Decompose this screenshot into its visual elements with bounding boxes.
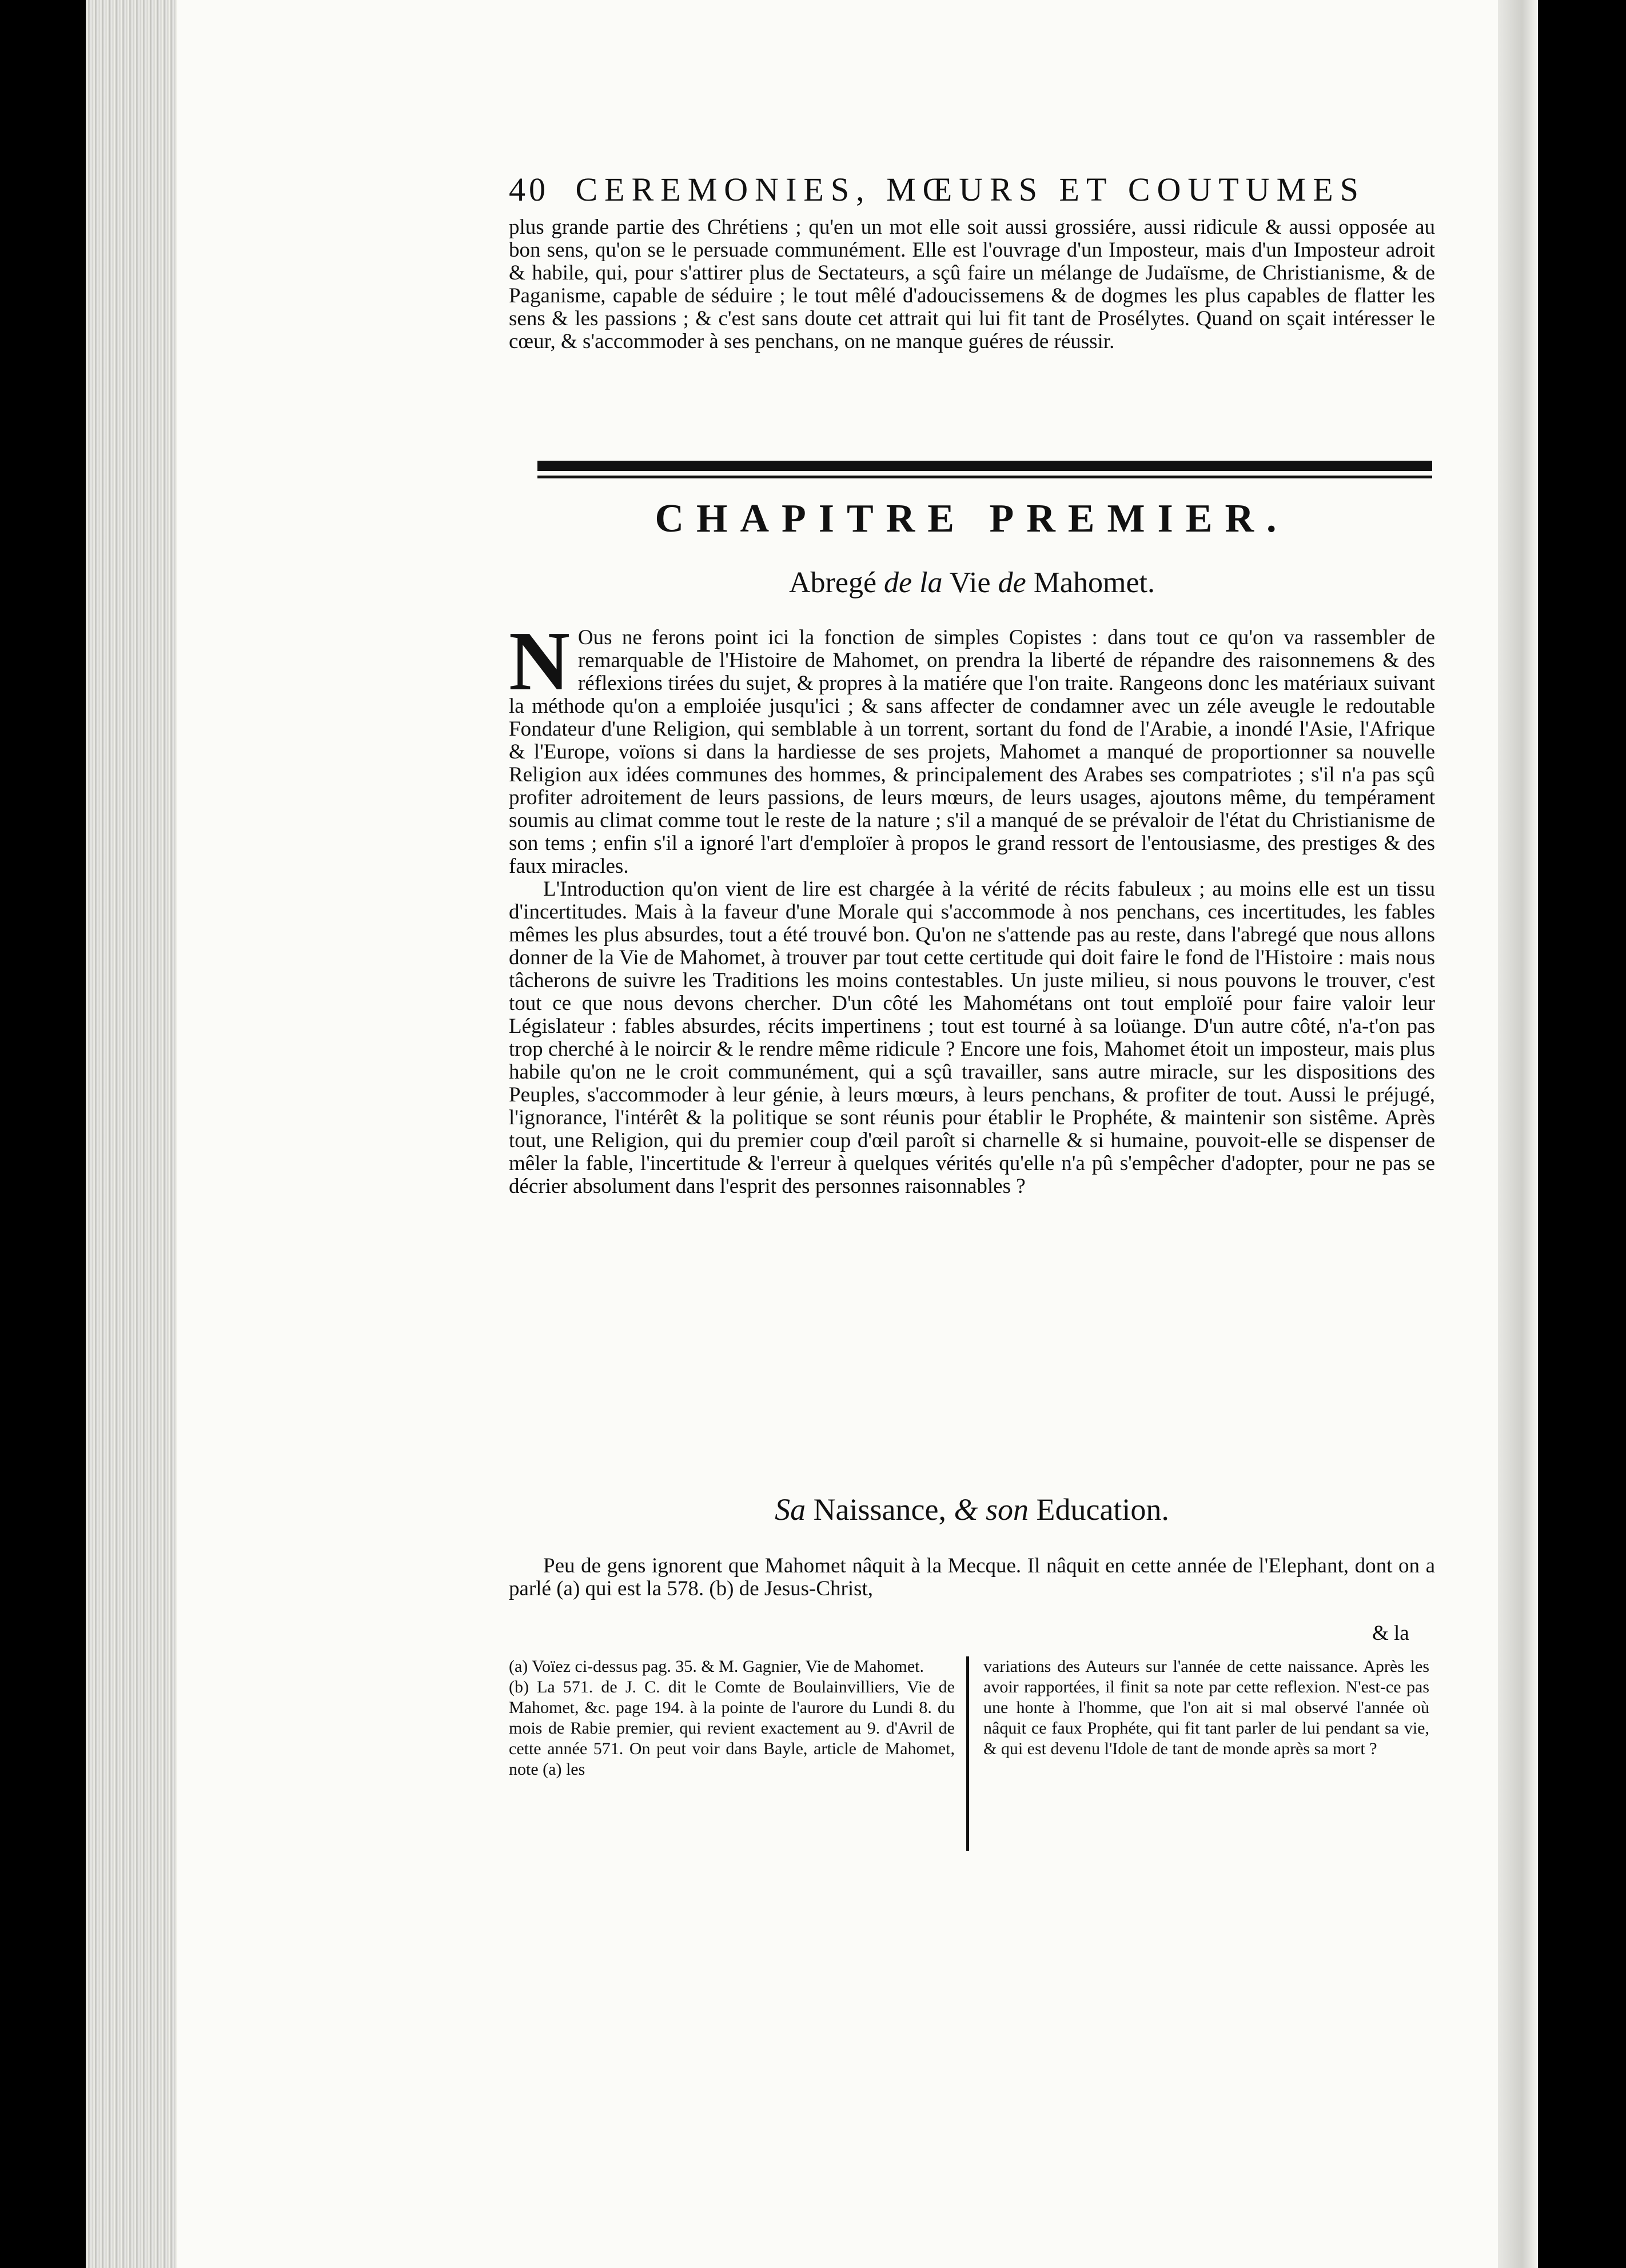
running-head	[509, 170, 1435, 209]
chapter-rule-thick	[537, 461, 1432, 471]
page-stack-edges	[86, 0, 177, 2268]
section-heading-italic: & son	[954, 1492, 1029, 1527]
footnote-b-continued: variations des Auteurs sur l'année de cette naissance. Après les avoir rapportées, il finit sa note par cette reflexion. N'est-ce pas une honte à l'homme, que l'on ait si mal observé l'année où nâquit ce faux Prophéte, qui fit tant parler de lui pendant sa vie, & qui est devenu l'Idole de tant de monde après sa mort ?	[983, 1657, 1429, 1758]
section-heading	[509, 1492, 1435, 1527]
birth-paragraph: Peu de gens ignorent que Mahomet nâquit à la Mecque. Il nâquit en cette année de l'Elephant, dont on a parlé (a) qui est la 578. (b) de Jesus-Christ,	[509, 1554, 1435, 1600]
body-paragraph-2: L'Introduction qu'on vient de lire est chargée à la vérité de récits fabuleux ; au moins elle est un tissu d'incertitudes. Mais à la faveur d'une Morale qui s'accommode à nos penchans, ces incertitudes, les fables mêmes les plus absurdes, tout a été trouvé bon. Qu'on ne s'attende pas au reste, dans l'abregé que nous allons donner de la Vie de Mahomet, à trouver par tout cette certitude qui doit faire le fond de l'Histoire : mais nous tâcherons de suivre les Traditions les moins contestables. Un juste milieu, si nous pouvons le trouver, c'est tout ce que nous devons chercher. D'un côté les Mahométans ont tout emploïé pour faire valoir leur Législateur : fables absurdes, récits impertinens ; tout est tourné à sa loüange. D'un autre côté, n'a-t'on pas trop cherché à le noircir & le rendre même ridicule ? Encore une fois, Mahomet étoit un imposteur, mais plus habile qu'on ne le croit communément, qui a sçû travailler, sans autre miracle, sur les dispositions des Peuples, s'accommoder à leur génie, à leurs mœurs, à leurs penchans, & profiter de tout. Aussi le préjugé, l'ignorance, l'intérêt & la politique se sont réunis pour établir le Prophéte, & maintenir son sistême. Après tout, une Religion, qui du premier coup d'œil paroît si charnelle & si humaine, pouvoit-elle se dispenser de mêler la fable, l'incertitude & l'erreur à quelques vérités qu'elle n'a pû s'empêcher d'adopter, pour ne pas se décrier absolument dans l'esprit des personnes raisonnables ?	[509, 877, 1435, 1198]
birth-text-block	[509, 1555, 1435, 1600]
intro-paragraph: plus grande partie des Chrétiens ; qu'en un mot elle soit aussi grossiére, aussi ridicule & aussi opposée au bon sens, qu'on se le persuade communément. Elle est l'ouvrage d'un Imposteur, mais d'un Imposteur adroit & habile, qui, pour s'attirer plus de Sectateurs, a sçû faire un mélange de Judaïsme, de Christianisme, & de Paganisme, capable de séduire ; le tout mêlé d'adoucissemens & de dogmes les plus capables de flatter les sens & les passions ; & c'est sans doute cet attrait qui lui fit tant de Prosélytes. Quand on sçait intéresser le cœur, & s'accommoder à ses penchans, on ne manque guéres de réussir.	[509, 215, 1435, 353]
body-paragraph-1-text: Ous ne ferons point ici la fonction de simples Copistes : dans tout ce qu'on va rassembler de remarquable de l'Histoire de Mahomet, on prendra la liberté de répandre des raisonnemens & des réflexions tirées du sujet, & propres à la matiére que l'on traite. Rangeons donc les matériaux suivant la méthode qu'on a emploiée jusqu'ici ; & sans affecter de condamner avec un zéle aveugle le redoutable Fondateur d'une Religion, qui semblable à un torrent, sortant du fond de l'Arabie, a inondé l'Asie, l'Afrique & l'Europe, voïons si dans la hardiesse de ses projets, Mahomet a manqué de proportionner sa nouvelle Religion aux idées communes des hommes, & principalement des Arabes ses compatriotes ; s'il n'a pas sçû profiter adroitement de leurs passions, de leurs mœurs, de leurs usages, ajoutons même, du tempérament soumis au climat comme tout le reste de la nature ; s'il a manqué de se prévaloir de l'état du Christianisme de son tems ; enfin s'il a ignoré l'art d'emploïer à propos le grand ressort de l'entousiasme, des prestiges & des faux miracles.	[509, 626, 1435, 878]
page-gutter-shadow	[1498, 0, 1538, 2268]
section-heading-word: Education.	[1036, 1492, 1169, 1527]
scan-border-right	[1538, 0, 1626, 2268]
section-heading-italic: Sa	[775, 1492, 806, 1527]
chapter-title: CHAPITRE PREMIER.	[655, 497, 1289, 541]
section-heading-word: Naissance,	[813, 1492, 946, 1527]
scan-border-left	[0, 0, 86, 2268]
chapter-subtitle-word: Mahomet.	[1033, 566, 1155, 599]
chapter-body	[509, 614, 1435, 1198]
drop-cap: N	[509, 614, 570, 708]
chapter-subtitle-word: Vie	[949, 566, 991, 599]
chapter-rule-thin	[537, 476, 1432, 478]
catchword: & la	[1372, 1622, 1409, 1645]
chapter-subtitle-italic: de la	[884, 566, 943, 599]
chapter-subtitle	[509, 566, 1435, 600]
page-number: 40	[509, 171, 549, 208]
chapter-subtitle-italic: de	[998, 566, 1026, 599]
running-title: CEREMONIES, MŒURS ET COUTUMES	[575, 171, 1365, 208]
footnote-b: (b) La 571. de J. C. dit le Comte de Boulainvilliers, Vie de Mahomet, &c. page 194. à la pointe de l'aurore du Lundi 8. du mois de Rabie premier, qui revient exactement au 9. d'Avril de cette année 571. On peut voir dans Bayle, article de Mahomet, note (a) les	[509, 1678, 955, 1779]
footnotes-right-column	[983, 1656, 1429, 1759]
footnote-column-divider	[966, 1656, 969, 1851]
body-paragraph-1	[509, 614, 1435, 878]
footnote-a: (a) Voïez ci-dessus pag. 35. & M. Gagnier, Vie de Mahomet.	[509, 1657, 924, 1676]
footnotes-left-column	[509, 1656, 955, 1780]
intro-text-block	[509, 216, 1435, 353]
chapter-subtitle-word: Abregé	[789, 566, 877, 599]
